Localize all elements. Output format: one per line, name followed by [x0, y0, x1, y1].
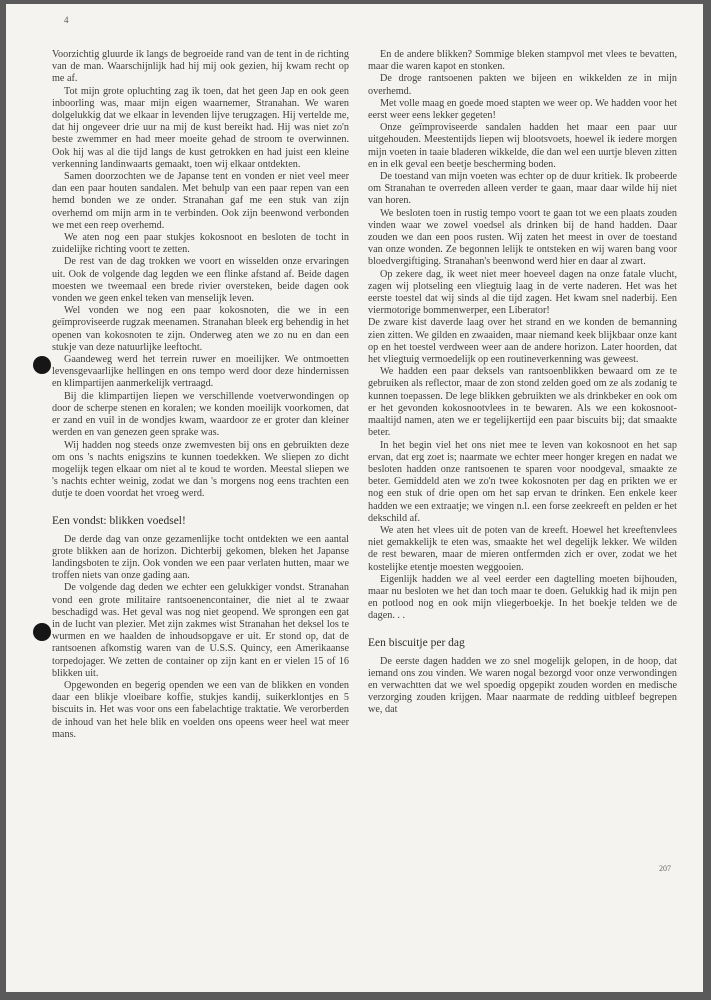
paragraph: En de andere blikken? Sommige bleken stampvol met vlees te bevatten, maar die waren kapot en stonken. [368, 49, 677, 73]
punch-hole [33, 623, 51, 641]
punch-hole [33, 356, 51, 374]
page-number: 207 [659, 864, 671, 873]
paragraph: Samen doorzochten we de Japanse tent en vonden er niet veel meer dan een paar houten sandalen. Met behulp van een paar repen van een hemd bonden we ze onder. Stranahan gaf me een stuk van zijn overhemd om mijn arm in te verbinden. Ook zijn beenwond verbonden we met een reep overhemd. [52, 171, 349, 231]
paragraph: Voorzichtig gluurde ik langs de begroeide rand van de tent in de richting van de man. Waarschijnlijk had hij mij ook gezien, hij kwam recht op me af. [52, 49, 349, 85]
paragraph: In het begin viel het ons niet mee te leven van kokosnoot en het sap ervan, dat erg zoet is; naarmate we echter meer honger kregen en nadat we besloten hadden onze rantsoenen te sparen voor noodgeval, smaakte ze beter. Gemiddeld aten we zo'n twee kokosnoten per dag en prikten we er nog een stuk of drie open om het sap ervan te drinken. Een enkele keer hadden we een extraatje; we vingen n.l. een forse zeekreeft en pelden er het dekschild af. [368, 439, 677, 524]
paragraph: De rest van de dag trokken we voort en wisselden onze ervaringen uit. Ook de volgende dag legden we een flinke afstand af. Beide dagen moesten we tweemaal een brede rivier oversteken, beide dagen ook vonden we geen enkel teken van menselijk leven. [52, 256, 349, 305]
paragraph: Gaandeweg werd het terrein ruwer en moeilijker. We ontmoetten levensgevaarlijke hellingen en ons tempo werd door deze hindernissen en klimpartijen aanmerkelijk vertraagd. [52, 354, 349, 390]
paragraph: Wel vonden we nog een paar kokosnoten, die we in een geïmproviseerde rugzak meenamen. Stranahan bleek erg behendig in het openen van kokosnoten te zijn. Onderweg aten we zo nu en dan een stukje van deze natuurlijke leeftocht. [52, 305, 349, 353]
paragraph: De derde dag van onze gezamenlijke tocht ontdekten we een aantal grote blikken aan de horizon. Dichterbij gekomen, bleken het Japanse landingsboten te zijn. Ook vonden we een paar verlaten hutten, maar we troffen niets van onze gading aan. [52, 533, 349, 582]
paragraph: Opgewonden en begerig openden we een van de blikken en vonden daar een blikje vloeibare koffie, stukjes kandij, suikerklontjes en 5 biscuits in. Het was voor ons een fabelachtige traktatie. We verorberden de inhoud van het hele blik en voelden ons opeens weer heel wat meer mans. [52, 679, 349, 740]
paragraph: De volgende dag deden we echter een gelukkiger vondst. Stranahan vond een grote militaire rantsoenencontainer, die niet al te zwaar beschadigd was. Het geval was nog niet geopend. We sprongen een gat in de lucht van plezier. Met zijn zakmes wist Stranahan het deksel los te wurmen en we haalden de inhoudsopgave er uit. Er stond op, dat de rantsoenen afkomstig waren van de U.S.S. Quincy, een Amerikaanse torpedojager. We zetten de container op zijn kant en er vielen 15 of 16 blikken uit. [52, 582, 349, 679]
section-heading: Een biscuitje per dag [368, 636, 465, 649]
paragraph: Onze geïmproviseerde sandalen hadden het maar een paar uur uitgehouden. Meestentijds liepen wij blootsvoets, hoewel ik iedere morgen mijn voeten in taaie bladeren wikkelde, die dan wel een uurtje bleven zitten en in elk geval een beetje bescherming boden. [368, 122, 677, 170]
paragraph: We aten het vlees uit de poten van de kreeft. Hoewel het kreeftenvlees niet gemakkelijk te eten was, smaakte het wel degelijk lekker. We wilden de rest bewaren, maar de mieren ontfermden zich er over, zodat we het kostelijke etentje moesten weggooien. [368, 524, 677, 573]
left-text-column [52, 49, 349, 741]
paragraph: De eerste dagen hadden we zo snel mogelijk gelopen, in de hoop, dat iemand ons zou vinden. We waren nogal bezorgd voor onze verwondingen en verwachtten dat we wel spoedig opgepikt zouden worden en medische verzorging zouden krijgen. Maar naarmate de redding uitbleef begrepen we, dat [368, 655, 677, 716]
paragraph: Bij die klimpartijen liepen we verschillende voetverwondingen op door de scherpe stenen en koralen; we konden moeilijk voorkomen, dat er zand en vuil in de wondjes kwam, waardoor ze er groter dan kleiner werden en van genezen geen sprake was. [52, 390, 349, 439]
section-heading: Een vondst: blikken voedsel! [52, 514, 186, 527]
paragraph: Wij hadden nog steeds onze zwemvesten bij ons en gebruikten deze om ons 's nachts enigszins te kunnen toedekken. We sliepen zo dicht mogelijk tegen elkaar om niet al te koud te worden. Meestal sliepen we 's nachts echter weinig, zodat we dan 's morgens nog eens trachten een dutje te doen voordat het vroeg werd. [52, 439, 349, 500]
document-page [6, 4, 703, 992]
paragraph: De toestand van mijn voeten was echter op de duur kritiek. Ik probeerde om Stranahan te overreden alleen verder te gaan, maar daar wilde hij niet van horen. [368, 171, 677, 207]
paragraph: De droge rantsoenen pakten we bijeen en wikkelden ze in mijn overhemd. [368, 73, 677, 97]
paragraph: We hadden een paar deksels van rantsoenblikken bewaard om ze te gebruiken als reflector, maar de zon stond zelden goed om ze als zodanig te kunnen toepassen. De lege blikken gebruikten we als drinkbeker en ook om er het gevonden kokosnootvlees in te bewaren. Als we een kokosnoot-maaltijd namen, aten we er tegelijkertijd een paar biscuits bij; dat smaakte beter. [368, 366, 677, 439]
corner-mark: 4 [64, 15, 69, 25]
paragraph: Met volle maag en goede moed stapten we weer op. We hadden voor het eerst weer eens lekker gegeten! [368, 97, 677, 122]
paragraph: Op zekere dag, ik weet niet meer hoeveel dagen na onze fatale vlucht, zagen wij plotseling een vliegtuig laag in de verte naderen. Het was het eerste toestel dat wij sinds al die tijd zagen. Het kwam snel naderbij. Een viermotorige bommenwerper, een Liberator! [368, 268, 677, 317]
paragraph: Tot mijn grote opluchting zag ik toen, dat het geen Jap en ook geen inboorling was, maar mijn eigen waarnemer, Stranahan. We waren dolgelukkig dat we elkaar in levenden lijve terugzagen. Hij vertelde me, dat hij ongeveer drie uur na mij de kust bereikt had. Hij was niet zo'n beste zwemmer en had meer moeite gehad de stroom te overwinnen. Ook hij was al die tijd langs de kust getrokken en had juist een kleine verkenning landinwaarts gemaakt, toen wij elkaar ontdekten. [52, 85, 349, 170]
paragraph: We besloten toen in rustig tempo voort te gaan tot we een plaats zouden vinden waar we zowel voedsel als drinken bij de hand hadden. Daar zouden we dan een poos rusten. Wij zaten het meest in over de toestand van onze wonden. Ze begonnen lelijk te ontsteken en wij waren bang voor bloedvergiftiging. Stranahan's beenwond werd hier en daar al zwart. [368, 207, 677, 268]
paragraph: De zware kist daverde laag over het strand en we konden de bemanning zien zitten. We gilden en zwaaiden, maar niemand keek blijkbaar onze kant op en het toestel verdween weer aan de andere horizon. Later hoorden, dat het vliegtuig vermoedelijk op een routineverkenning was geweest. [368, 317, 677, 366]
right-text-column [368, 49, 677, 717]
paragraph: We aten nog een paar stukjes kokosnoot en besloten de tocht in zuidelijke richting voort te zetten. [52, 232, 349, 256]
paragraph: Eigenlijk hadden we al veel eerder een dagtelling moeten bijhouden, maar nu besloten we het dan toch maar te doen. Gelukkig had ik mijn pen en potlood nog en ook mijn vliegerboekje. In het boekje telden we de dagen. . . [368, 573, 677, 622]
